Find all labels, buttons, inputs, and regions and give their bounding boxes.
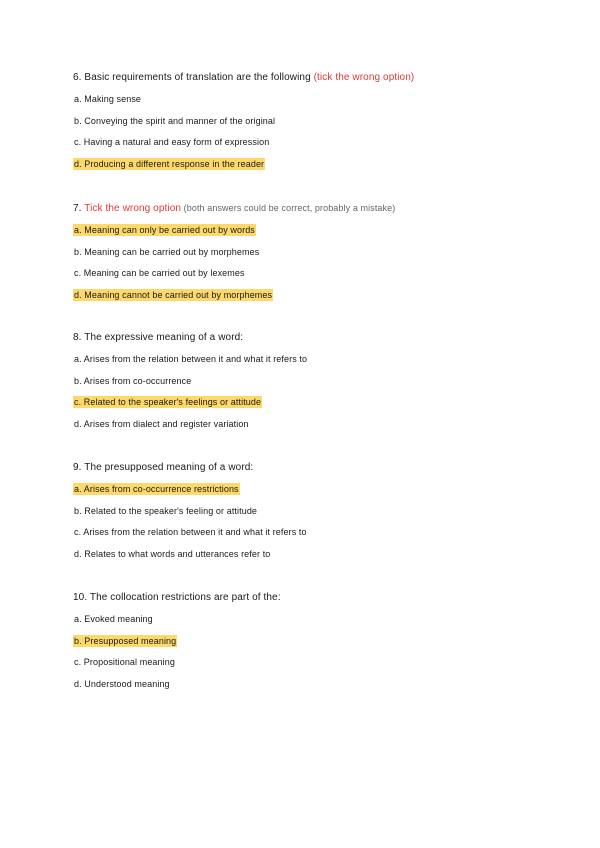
question-title: 9. The presupposed meaning of a word: xyxy=(73,462,254,473)
option-d: d. Arises from dialect and register variation xyxy=(74,418,249,429)
option-a-highlighted: a. Meaning can only be carried out by words xyxy=(74,225,255,235)
option-b: b. Related to the speaker's feeling or attitude xyxy=(74,505,258,516)
option-c: c. Arises from the relation between it and what it refers to xyxy=(74,527,307,538)
question-title: 7. Tick the wrong option (both answers could be correct, probably a mistake) xyxy=(73,203,396,214)
option-a: a. Arises from the relation between it and what it refers to xyxy=(74,354,308,364)
question-title: 6. Basic requirements of translation are the following (tick the wrong option) xyxy=(73,72,415,83)
question-10 xyxy=(73,591,553,699)
option-c: c. Propositional meaning xyxy=(74,657,175,668)
option-c: c. Meaning can be carried out by lexemes xyxy=(74,268,245,279)
option-d-highlighted: d. Producing a different response in the reader xyxy=(74,158,265,169)
aside-note: (both answers could be correct, probably a mistake) xyxy=(181,203,396,213)
option-d: d. Relates to what words and utterances refer to xyxy=(74,548,271,559)
instruction-note: Tick the wrong option xyxy=(84,203,182,214)
question-9 xyxy=(73,461,553,569)
option-b: b. Arises from co-occurrence xyxy=(74,375,192,386)
option-b: b. Conveying the spirit and manner of the original xyxy=(74,115,276,126)
option-b-highlighted: b. Presupposed meaning xyxy=(74,635,177,646)
option-a-highlighted: a. Arises from co-occurrence restrictions xyxy=(74,484,239,494)
question-title: 10. The collocation restrictions are part of the: xyxy=(73,592,281,603)
question-6 xyxy=(73,71,553,179)
option-b: b. Meaning can be carried out by morphemes xyxy=(74,246,260,257)
option-c: c. Having a natural and easy form of expression xyxy=(74,137,270,148)
option-d-highlighted: d. Meaning cannot be carried out by morphemes xyxy=(74,289,273,300)
question-title: 8. The expressive meaning of a word: xyxy=(73,332,244,343)
instruction-note: (tick the wrong option) xyxy=(313,72,415,83)
option-a: a. Evoked meaning xyxy=(74,614,153,624)
option-a: a. Making sense xyxy=(74,94,142,104)
question-7 xyxy=(73,201,553,310)
option-d: d. Understood meaning xyxy=(74,678,170,689)
question-8 xyxy=(73,331,553,439)
option-c-highlighted: c. Related to the speaker's feelings or attitude xyxy=(74,397,262,408)
